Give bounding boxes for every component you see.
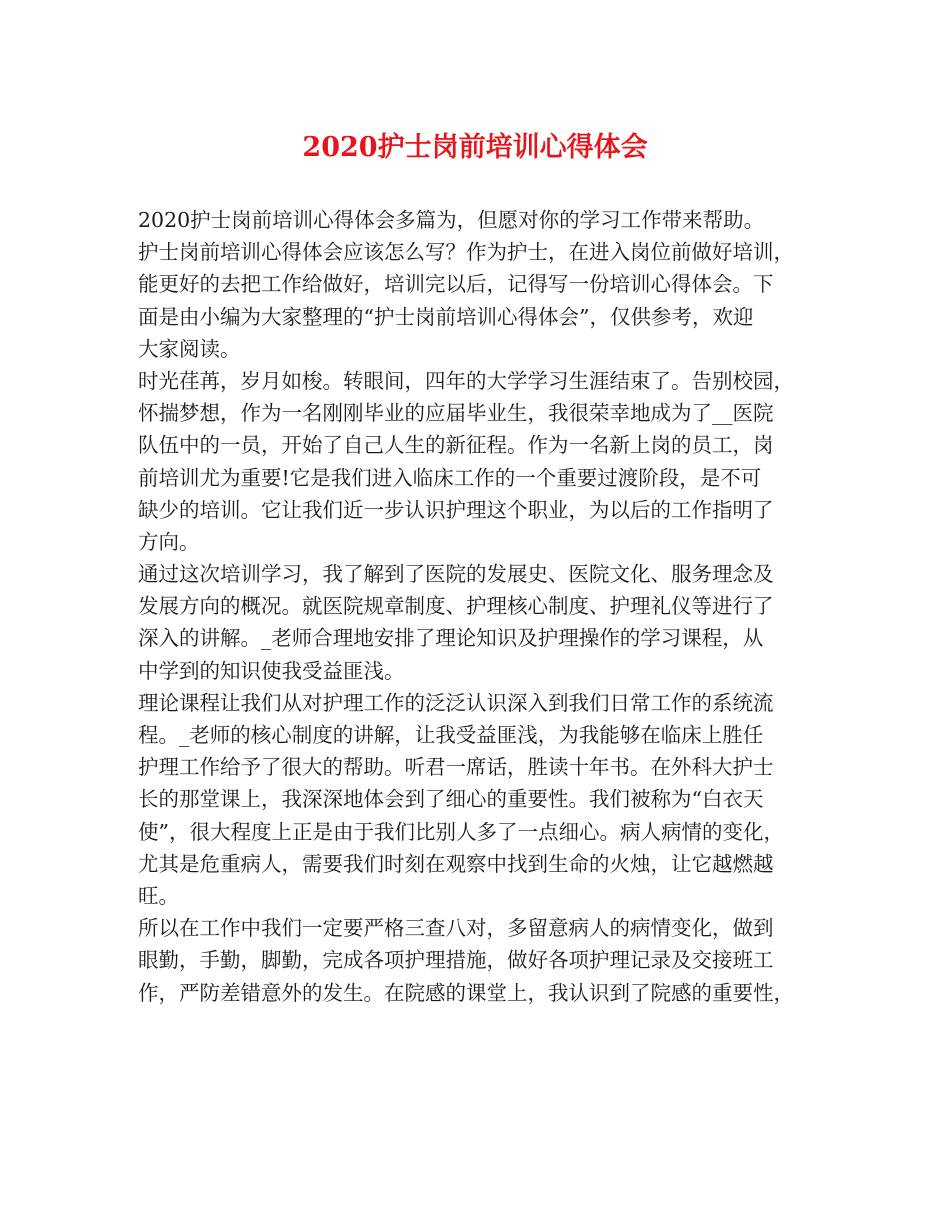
text-line: 旺。 (138, 883, 179, 908)
text-line: 2020护士岗前培训心得体会多篇为，但愿对你的学习工作带来帮助。 (138, 208, 765, 232)
text-line: 缺少的培训。它让我们近一步认识护理这个职业，为以后的工作指明了 (138, 497, 774, 522)
text-line: 方向。 (138, 529, 200, 554)
text-line: 怀揣梦想，作为一名刚刚毕业的应届毕业生，我很荣幸地成为了__医院 (138, 401, 774, 426)
document-body (138, 204, 828, 1009)
page-title: 2020护士岗前培训心得体会 (302, 132, 648, 163)
text-line: 长的那堂课上，我深深地体会到了细心的重要性。我们被称为“白衣天 (138, 787, 764, 812)
text-line: 眼勤，手勤，脚勤，完成各项护理措施，做好各项护理记录及交接班工 (138, 948, 774, 973)
text-line: 能更好的去把工作给做好，培训完以后，记得写一份培训心得体会。下 (138, 272, 774, 297)
text-line: 发展方向的概况。就医院规章制度、护理核心制度、护理礼仪等进行了 (138, 594, 774, 619)
text-line: 通过这次培训学习，我了解到了医院的发展史、医院文化、服务理念及 (138, 562, 774, 587)
text-line: 大家阅读。 (138, 336, 241, 361)
text-line: 护理工作给予了很大的帮助。听君一席话，胜读十年书。在外科大护士 (138, 755, 774, 780)
text-line: 时光荏苒，岁月如梭。转眼间，四年的大学学习生涯结束了。告别校园， (138, 368, 794, 393)
text-line: 尤其是危重病人，需要我们时刻在观察中找到生命的火烛，让它越燃越 (138, 851, 774, 876)
text-line: 程。_老师的核心制度的讲解，让我受益匪浅，为我能够在临床上胜任 (138, 723, 764, 747)
text-line: 作，严防差错意外的发生。在院感的课堂上，我认识到了院感的重要性， (138, 980, 794, 1005)
text-line: 面是由小编为大家整理的“护士岗前培训心得体会”，仅供参考，欢迎 (138, 304, 754, 329)
text-line: 中学到的知识使我受益匪浅。 (138, 658, 405, 683)
text-line: 深入的讲解。_老师合理地安排了理论知识及护理操作的学习课程，从 (138, 626, 764, 651)
text-line: 护士岗前培训心得体会应该怎么写？作为护士，在进入岗位前做好培训， (138, 240, 794, 265)
text-line: 前培训尤为重要!它是我们进入临床工作的一个重要过渡阶段，是不可 (138, 465, 762, 490)
text-line: 所以在工作中我们一定要严格三查八对，多留意病人的病情变化，做到 (138, 916, 774, 941)
text-line: 使”，很大程度上正是由于我们比别人多了一点细心。病人病情的变化， (138, 819, 784, 844)
text-line: 理论课程让我们从对护理工作的泛泛认识深入到我们日常工作的系统流 (138, 690, 774, 715)
text-line: 队伍中的一员，开始了自己人生的新征程。作为一名新上岗的员工，岗 (138, 433, 774, 458)
